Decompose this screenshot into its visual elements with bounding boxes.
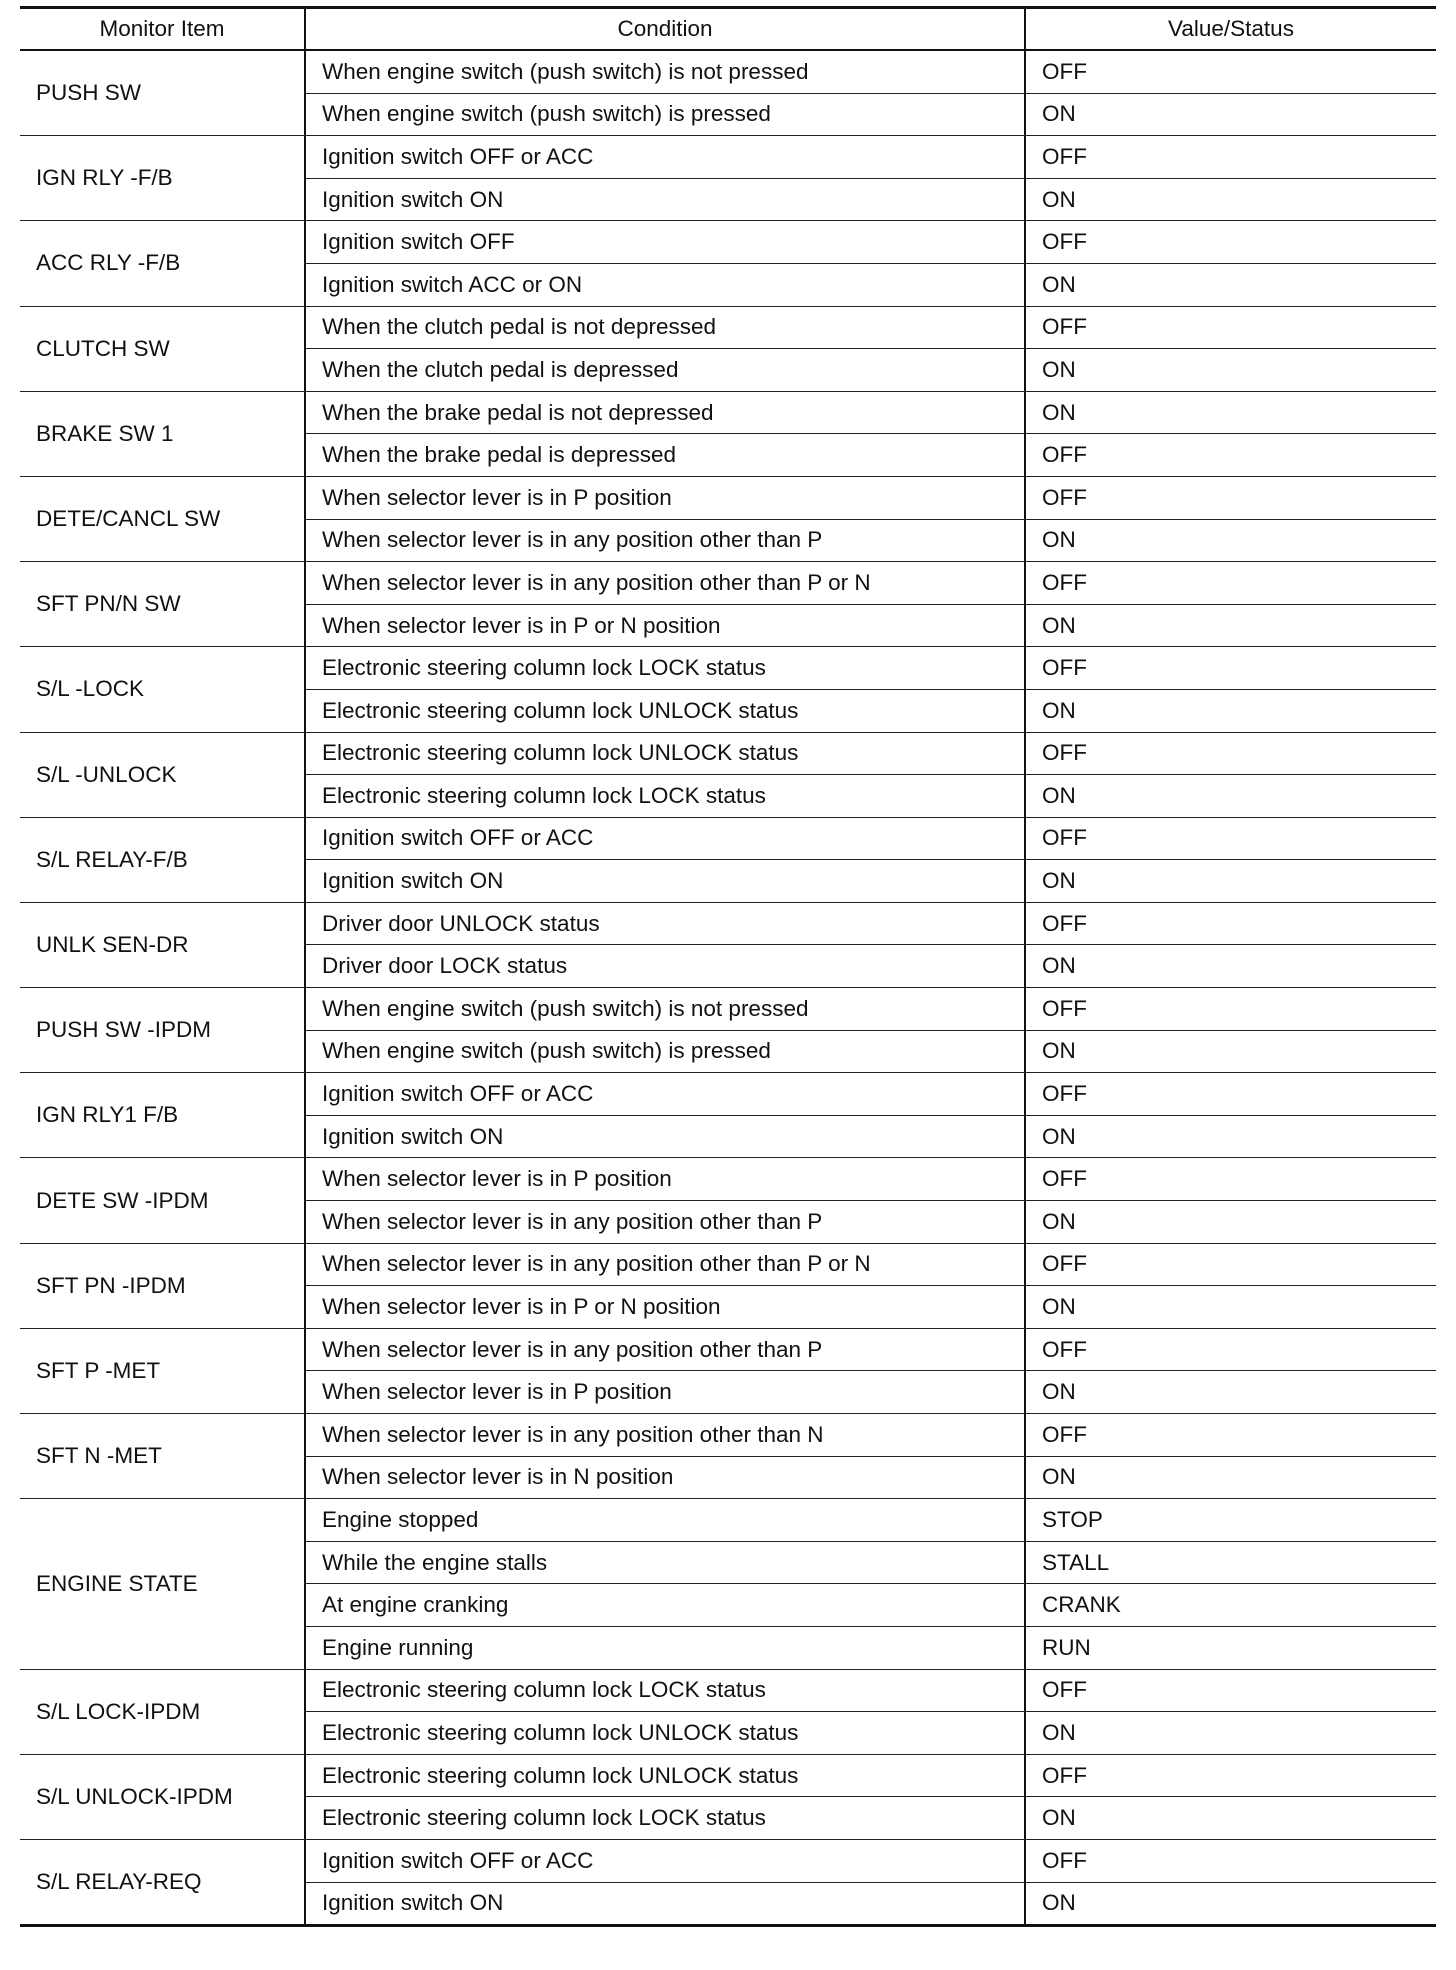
condition-cell: When selector lever is in P position <box>305 476 1025 519</box>
value-status-cell: STOP <box>1025 1499 1436 1542</box>
table-row <box>20 306 1436 349</box>
value-status-cell: OFF <box>1025 647 1436 690</box>
table-row <box>20 647 1436 690</box>
value-status-cell: ON <box>1025 1712 1436 1755</box>
monitor-item-cell: ACC RLY -F/B <box>20 221 305 306</box>
monitor-item-cell: S/L UNLOCK-IPDM <box>20 1754 305 1839</box>
table-row <box>20 136 1436 179</box>
value-status-cell: OFF <box>1025 221 1436 264</box>
monitor-item-cell: SFT P -MET <box>20 1328 305 1413</box>
condition-cell: Driver door UNLOCK status <box>305 902 1025 945</box>
table-row <box>20 732 1436 775</box>
value-status-cell: ON <box>1025 1797 1436 1840</box>
value-status-cell: OFF <box>1025 306 1436 349</box>
condition-cell: When the clutch pedal is depressed <box>305 349 1025 392</box>
condition-cell: When engine switch (push switch) is not pressed <box>305 988 1025 1031</box>
value-status-cell: ON <box>1025 775 1436 818</box>
monitor-item-cell: S/L RELAY-F/B <box>20 817 305 902</box>
value-status-cell: ON <box>1025 178 1436 221</box>
condition-cell: When selector lever is in any position other than P or N <box>305 562 1025 605</box>
table-row <box>20 988 1436 1031</box>
value-status-cell: ON <box>1025 689 1436 732</box>
monitor-item-cell: S/L -LOCK <box>20 647 305 732</box>
monitor-item-cell: IGN RLY1 F/B <box>20 1073 305 1158</box>
header-monitor-item: Monitor Item <box>20 8 305 51</box>
condition-cell: Ignition switch OFF <box>305 221 1025 264</box>
value-status-cell: ON <box>1025 519 1436 562</box>
condition-cell: Ignition switch OFF or ACC <box>305 817 1025 860</box>
value-status-cell: ON <box>1025 349 1436 392</box>
value-status-cell: OFF <box>1025 1414 1436 1457</box>
condition-cell: Electronic steering column lock LOCK status <box>305 775 1025 818</box>
value-status-cell: ON <box>1025 1286 1436 1329</box>
condition-cell: Electronic steering column lock LOCK status <box>305 647 1025 690</box>
value-status-cell: ON <box>1025 860 1436 903</box>
condition-cell: While the engine stalls <box>305 1541 1025 1584</box>
condition-cell: When selector lever is in P position <box>305 1371 1025 1414</box>
header-condition: Condition <box>305 8 1025 51</box>
value-status-cell: OFF <box>1025 1669 1436 1712</box>
value-status-cell: ON <box>1025 1882 1436 1926</box>
table-row <box>20 1839 1436 1882</box>
condition-cell: Ignition switch ACC or ON <box>305 263 1025 306</box>
monitor-item-cell: PUSH SW <box>20 50 305 136</box>
value-status-cell: OFF <box>1025 562 1436 605</box>
value-status-cell: OFF <box>1025 817 1436 860</box>
condition-cell: Ignition switch ON <box>305 1882 1025 1926</box>
value-status-cell: CRANK <box>1025 1584 1436 1627</box>
table-row <box>20 1158 1436 1201</box>
value-status-cell: ON <box>1025 1030 1436 1073</box>
condition-cell: Electronic steering column lock UNLOCK status <box>305 1712 1025 1755</box>
table-row <box>20 391 1436 434</box>
monitor-item-cell: CLUTCH SW <box>20 306 305 391</box>
value-status-cell: OFF <box>1025 50 1436 93</box>
table-row <box>20 476 1436 519</box>
value-status-cell: OFF <box>1025 1158 1436 1201</box>
value-status-cell: ON <box>1025 945 1436 988</box>
value-status-cell: OFF <box>1025 434 1436 477</box>
condition-cell: At engine cranking <box>305 1584 1025 1627</box>
table-row <box>20 1754 1436 1797</box>
condition-cell: Ignition switch ON <box>305 860 1025 903</box>
condition-cell: When selector lever is in any position other than P <box>305 1201 1025 1244</box>
condition-cell: Electronic steering column lock LOCK status <box>305 1797 1025 1840</box>
value-status-cell: ON <box>1025 1371 1436 1414</box>
value-status-cell: ON <box>1025 93 1436 136</box>
condition-cell: When the brake pedal is depressed <box>305 434 1025 477</box>
condition-cell: When selector lever is in any position other than P <box>305 519 1025 562</box>
condition-cell: Driver door LOCK status <box>305 945 1025 988</box>
condition-cell: When selector lever is in any position other than P or N <box>305 1243 1025 1286</box>
condition-cell: Engine running <box>305 1626 1025 1669</box>
monitor-item-cell: SFT PN/N SW <box>20 562 305 647</box>
value-status-cell: OFF <box>1025 1754 1436 1797</box>
table-row <box>20 1414 1436 1457</box>
monitor-item-cell: PUSH SW -IPDM <box>20 988 305 1073</box>
monitor-item-cell: S/L -UNLOCK <box>20 732 305 817</box>
monitor-item-cell: ENGINE STATE <box>20 1499 305 1669</box>
condition-cell: Electronic steering column lock LOCK status <box>305 1669 1025 1712</box>
monitor-item-cell: S/L RELAY-REQ <box>20 1839 305 1925</box>
monitor-item-cell: SFT N -MET <box>20 1414 305 1499</box>
table-row <box>20 1669 1436 1712</box>
monitor-item-cell: SFT PN -IPDM <box>20 1243 305 1328</box>
condition-cell: When the brake pedal is not depressed <box>305 391 1025 434</box>
value-status-cell: OFF <box>1025 1839 1436 1882</box>
condition-cell: Electronic steering column lock UNLOCK status <box>305 732 1025 775</box>
table-row <box>20 562 1436 605</box>
value-status-cell: RUN <box>1025 1626 1436 1669</box>
monitor-item-cell: BRAKE SW 1 <box>20 391 305 476</box>
table-body <box>20 50 1436 1926</box>
table-row <box>20 1328 1436 1371</box>
condition-cell: Ignition switch OFF or ACC <box>305 1839 1025 1882</box>
value-status-cell: ON <box>1025 1201 1436 1244</box>
condition-cell: When selector lever is in P position <box>305 1158 1025 1201</box>
table-row <box>20 50 1436 93</box>
condition-cell: Electronic steering column lock UNLOCK status <box>305 1754 1025 1797</box>
condition-cell: Ignition switch ON <box>305 1115 1025 1158</box>
table-row <box>20 1073 1436 1116</box>
value-status-cell: OFF <box>1025 1328 1436 1371</box>
value-status-cell: OFF <box>1025 732 1436 775</box>
table-header-row <box>20 8 1436 51</box>
monitor-item-cell: S/L LOCK-IPDM <box>20 1669 305 1754</box>
value-status-cell: OFF <box>1025 136 1436 179</box>
value-status-cell: OFF <box>1025 988 1436 1031</box>
table-row <box>20 1243 1436 1286</box>
value-status-cell: STALL <box>1025 1541 1436 1584</box>
condition-cell: When engine switch (push switch) is pressed <box>305 1030 1025 1073</box>
condition-cell: When selector lever is in any position other than N <box>305 1414 1025 1457</box>
condition-cell: When selector lever is in N position <box>305 1456 1025 1499</box>
value-status-cell: ON <box>1025 1115 1436 1158</box>
header-value-status: Value/Status <box>1025 8 1436 51</box>
table-row <box>20 817 1436 860</box>
condition-cell: When selector lever is in any position other than P <box>305 1328 1025 1371</box>
condition-cell: Ignition switch ON <box>305 178 1025 221</box>
monitor-item-cell: UNLK SEN-DR <box>20 902 305 987</box>
value-status-cell: OFF <box>1025 1073 1436 1116</box>
value-status-cell: ON <box>1025 604 1436 647</box>
monitor-item-cell: DETE/CANCL SW <box>20 476 305 561</box>
monitor-item-cell: IGN RLY -F/B <box>20 136 305 221</box>
monitor-item-table <box>20 6 1436 1927</box>
condition-cell: When selector lever is in P or N position <box>305 604 1025 647</box>
value-status-cell: OFF <box>1025 1243 1436 1286</box>
table-row <box>20 902 1436 945</box>
value-status-cell: OFF <box>1025 902 1436 945</box>
condition-cell: When selector lever is in P or N position <box>305 1286 1025 1329</box>
value-status-cell: ON <box>1025 1456 1436 1499</box>
monitor-item-cell: DETE SW -IPDM <box>20 1158 305 1243</box>
table-row <box>20 221 1436 264</box>
value-status-cell: OFF <box>1025 476 1436 519</box>
document-page <box>20 6 1436 1927</box>
table-row <box>20 1499 1436 1542</box>
condition-cell: Ignition switch OFF or ACC <box>305 136 1025 179</box>
value-status-cell: ON <box>1025 263 1436 306</box>
value-status-cell: ON <box>1025 391 1436 434</box>
condition-cell: When engine switch (push switch) is pressed <box>305 93 1025 136</box>
condition-cell: Electronic steering column lock UNLOCK status <box>305 689 1025 732</box>
condition-cell: When engine switch (push switch) is not pressed <box>305 50 1025 93</box>
condition-cell: When the clutch pedal is not depressed <box>305 306 1025 349</box>
condition-cell: Engine stopped <box>305 1499 1025 1542</box>
condition-cell: Ignition switch OFF or ACC <box>305 1073 1025 1116</box>
